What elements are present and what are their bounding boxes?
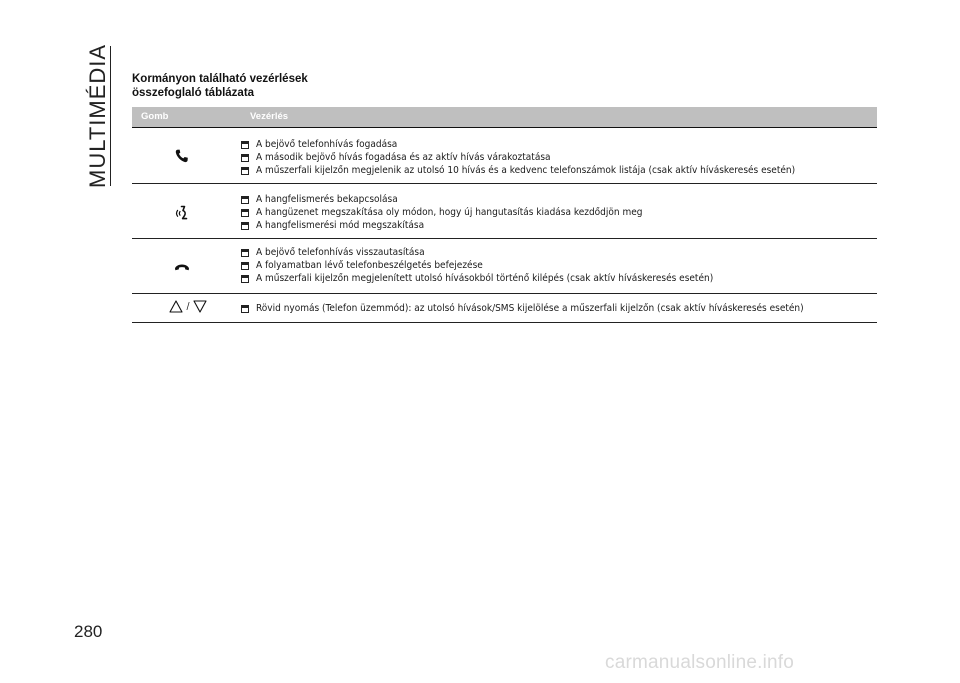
list-item: A műszerfali kijelzőn megjelenik az utolsó 10 hívás és a kedvenc telefonszámok listája (csak aktív híváskeresés esetén) bbox=[241, 164, 877, 177]
list-item: Rövid nyomás (Telefon üzemmód): az utolsó hívások/SMS kijelölése a műszerfali kijelzőn (csak aktív híváskeresés esetén) bbox=[241, 302, 877, 315]
heading-line-1: Kormányon található vezérlések bbox=[132, 73, 308, 85]
list-item: A bejövő telefonhívás fogadása bbox=[241, 138, 877, 151]
table-heading bbox=[132, 72, 308, 100]
list-item: A második bejövő hívás fogadása és az aktív hívás várakoztatása bbox=[241, 151, 877, 164]
voice-command-icon bbox=[132, 205, 232, 221]
bullet-icon bbox=[241, 209, 249, 217]
list-item: A hangüzenet megszakítása oly módon, hogy új hangutasítás kiadása kezdődjön meg bbox=[241, 206, 877, 219]
table-row bbox=[132, 128, 877, 184]
heading-line-2: összefoglaló táblázata bbox=[132, 87, 255, 99]
phone-hangup-icon bbox=[132, 263, 232, 271]
bullet-icon bbox=[241, 196, 249, 204]
list-item: A hangfelismerési mód megszakítása bbox=[241, 219, 877, 232]
section-side-title: MULTIMÉDIA bbox=[85, 43, 110, 188]
controls-table bbox=[132, 107, 877, 323]
bullet-icon bbox=[241, 275, 249, 283]
up-arrow-icon bbox=[169, 300, 183, 313]
down-arrow-icon bbox=[193, 300, 207, 313]
arrow-separator: / bbox=[186, 301, 190, 312]
row-items bbox=[241, 294, 877, 315]
bullet-icon bbox=[241, 167, 249, 175]
table-header bbox=[132, 107, 877, 128]
up-down-arrows-icon bbox=[138, 300, 238, 313]
bullet-icon bbox=[241, 141, 249, 149]
bullet-icon bbox=[241, 249, 249, 257]
list-item: A folyamatban lévő telefonbeszélgetés befejezése bbox=[241, 259, 877, 272]
row-items bbox=[241, 239, 877, 285]
header-vezerles: Vezérlés bbox=[250, 111, 289, 122]
table-row bbox=[132, 294, 877, 323]
row-items bbox=[241, 128, 877, 177]
list-item: A bejövő telefonhívás visszautasítása bbox=[241, 246, 877, 259]
row-items bbox=[241, 184, 877, 232]
bullet-icon bbox=[241, 305, 249, 313]
bullet-icon bbox=[241, 262, 249, 270]
list-item: A hangfelismerés bekapcsolása bbox=[241, 193, 877, 206]
page-number: 280 bbox=[74, 622, 103, 641]
watermark: carmanualsonline.info bbox=[605, 652, 795, 673]
bullet-icon bbox=[241, 154, 249, 162]
table-row bbox=[132, 239, 877, 294]
header-gomb: Gomb bbox=[141, 111, 169, 122]
bullet-icon bbox=[241, 222, 249, 230]
table-row bbox=[132, 184, 877, 239]
phone-answer-icon bbox=[132, 149, 232, 163]
list-item: A műszerfali kijelzőn megjelenített utolsó hívásokból történő kilépés (csak aktív híváskeresés esetén) bbox=[241, 272, 877, 285]
